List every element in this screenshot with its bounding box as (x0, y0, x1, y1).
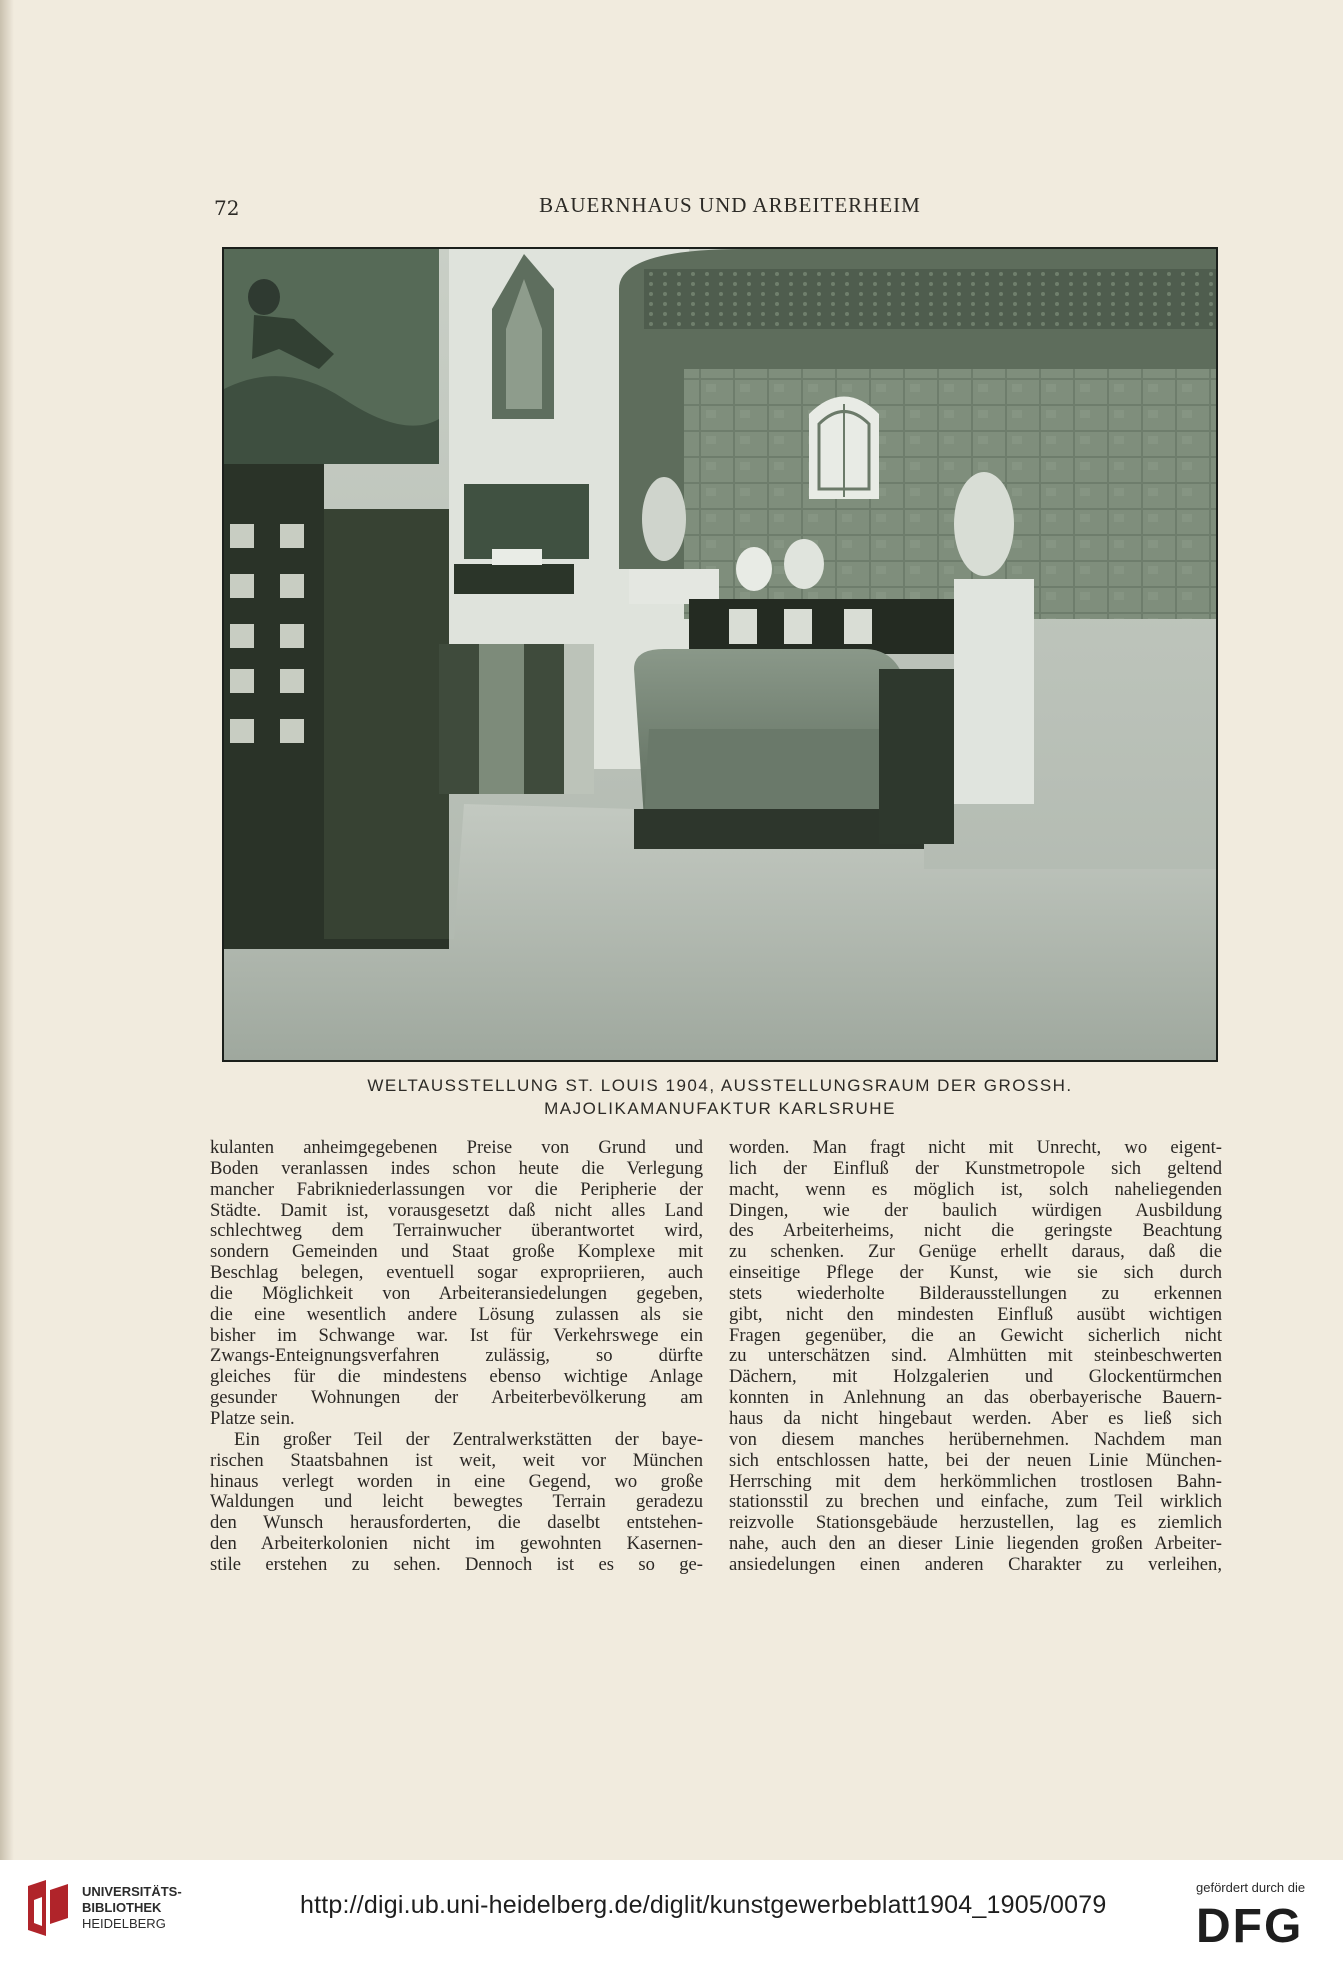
text-line: den Wunsch herausforderten, die daselbt entstehen- (210, 1513, 703, 1534)
niche-with-tiles (464, 484, 589, 559)
text-line: von diesem manches herübernehmen. Nachdem man (729, 1429, 1222, 1450)
display-shelf (454, 564, 574, 594)
text-line: zu unterschätzen sind. Almhütten mit steinbeschwerten (729, 1346, 1222, 1367)
dfg-logo-text: DFG (1196, 1900, 1304, 1948)
ceramic-bowl (492, 549, 542, 565)
text-line: Ein großer Teil der Zentralwerkstätten der baye- (234, 1429, 703, 1450)
text-line: stets wiederholte Bilderausstellungen zu erkennen (729, 1283, 1222, 1304)
figure-caption (222, 1074, 1218, 1120)
vase-right (954, 472, 1014, 576)
vase-left (642, 477, 686, 561)
text-line: reizvolle Stationsgebäude herzustellen, lag es ziemlich (729, 1513, 1222, 1534)
page-edge-shadow (0, 0, 14, 1860)
text-line: lich der Einfluß der Kunstmetropole sich geltend (729, 1158, 1222, 1179)
photograph-plate (222, 247, 1218, 1062)
text-column-left (210, 1138, 703, 1576)
figurine (736, 547, 772, 591)
library-name-line-3: HEIDELBERG (82, 1916, 166, 1931)
cabinet-door (324, 509, 449, 939)
text-line: den Arbeiterkolonien nicht im gewohnten Kasernen- (210, 1534, 703, 1555)
text-line: einseitige Pflege der Kunst, wie sie sich durch (729, 1263, 1222, 1284)
library-name (82, 1884, 182, 1932)
text-column-right (729, 1138, 1222, 1576)
text-line: die Möglichkeit von Arbeiteransiedelungen gegeben, (210, 1283, 703, 1304)
text-line: haus da nicht hingebaut werden. Aber es ließ sich (729, 1408, 1222, 1429)
text-line: sich entschlossen hatte, bei der neuen Linie München- (729, 1450, 1222, 1471)
vase-plinth (954, 579, 1034, 804)
text-line: nahe, auch den an dieser Linie liegenden großen Arbeiter- (729, 1534, 1222, 1555)
back-shelf (689, 599, 954, 654)
source-url-link[interactable]: http://digi.ub.uni-heidelberg.de/diglit/kunstgewerbeblatt1904_1905/0079 (300, 1891, 1107, 1919)
text-line: die eine wesentlich andere Lösung zulassen als sie (210, 1304, 703, 1325)
text-line: kulanten anheimgegebenen Preise von Grund und (210, 1138, 703, 1158)
text-line: zu schenken. Zur Genüge erhellt daraus, daß die (729, 1242, 1222, 1263)
funded-by-label: gefördert durch die (1196, 1880, 1306, 1895)
text-line: mancher Fabrikniederlassungen vor die Peripherie der (210, 1179, 703, 1200)
text-line: Herrsching mit dem herkömmlichen trostlosen Bahn- (729, 1471, 1222, 1492)
text-line: konnten in Anlehnung an das oberbayerische Bauern- (729, 1388, 1222, 1409)
caption-line-1: WELTAUSSTELLUNG ST. LOUIS 1904, AUSSTELLUNGSRAUM DER GROSSH. (367, 1076, 1073, 1095)
text-line: Zwangs-Enteignungsverfahren zulässig, so dürfte (210, 1346, 703, 1367)
running-head: BAUERNHAUS UND ARBEITERHEIM (539, 193, 921, 217)
caption-line-2: MAJOLIKAMANUFAKTUR KARLSRUHE (544, 1099, 896, 1118)
text-line: stationsstil zu brechen und einfache, zum Teil wirklich (729, 1492, 1222, 1513)
text-line: worden. Man fragt nicht mit Unrecht, wo eigent- (729, 1138, 1222, 1158)
text-line: bisher im Schwange war. Ist für Verkehrswege ein (210, 1325, 703, 1346)
text-line: Städte. Damit ist, vorausgesetzt daß nicht alles Land (210, 1200, 703, 1221)
university-library-logo-icon (24, 1878, 72, 1940)
page-number: 72 (214, 196, 240, 220)
digitization-footer (0, 1860, 1343, 1961)
text-line: des Arbeiterheims, nicht die geringste Beachtung (729, 1221, 1222, 1242)
text-line: hinaus verlegt worden in eine Gegend, wo große (210, 1471, 703, 1492)
text-line: gesunder Wohnungen der Arbeiterbevölkerung am (210, 1388, 703, 1409)
text-line: Dächern, mit Holzgalerien und Glockentürmchen (729, 1367, 1222, 1388)
text-line: schlechtweg dem Terrainwucher überantwortet wird, (210, 1221, 703, 1242)
text-line: Platze sein. (210, 1408, 295, 1429)
text-line: stile erstehen zu sehen. Dennoch ist es so ge- (210, 1554, 703, 1575)
text-line: Beschlag belegen, eventuell sogar expropriieren, auch (210, 1263, 703, 1284)
exhibition-room-photo (224, 249, 1216, 1060)
library-name-line-2: BIBLIOTHEK (82, 1900, 162, 1915)
text-line: rischen Staatsbahnen ist weit, weit vor München (210, 1450, 703, 1471)
text-line: Boden veranlassen indes schon heute die Verlegung (210, 1158, 703, 1179)
text-line: Fragen gegenüber, die an Gewicht sicherlich nicht (729, 1325, 1222, 1346)
text-line: gleiches für die mindestens ebenso wichtige Anlage (210, 1367, 703, 1388)
text-line: Waldungen und leicht bewegtes Terrain geradezu (210, 1492, 703, 1513)
text-line: Dingen, wie der baulich würdigen Ausbildung (729, 1200, 1222, 1221)
sofa-arm (879, 669, 954, 844)
text-line: macht, wenn es möglich ist, solch naheliegenden (729, 1179, 1222, 1200)
mosaic-frieze (644, 269, 1216, 329)
dfg-logo-icon (1196, 1898, 1324, 1948)
text-line: ansiedelungen einen anderen Charakter zu verleihen, (729, 1554, 1222, 1575)
library-name-line-1: UNIVERSITÄTS- (82, 1884, 182, 1899)
text-line: sondern Gemeinden und Staat große Komplexe mit (210, 1242, 703, 1263)
text-line: gibt, nicht den mindesten Einfluß ausübt wichtigen (729, 1304, 1222, 1325)
